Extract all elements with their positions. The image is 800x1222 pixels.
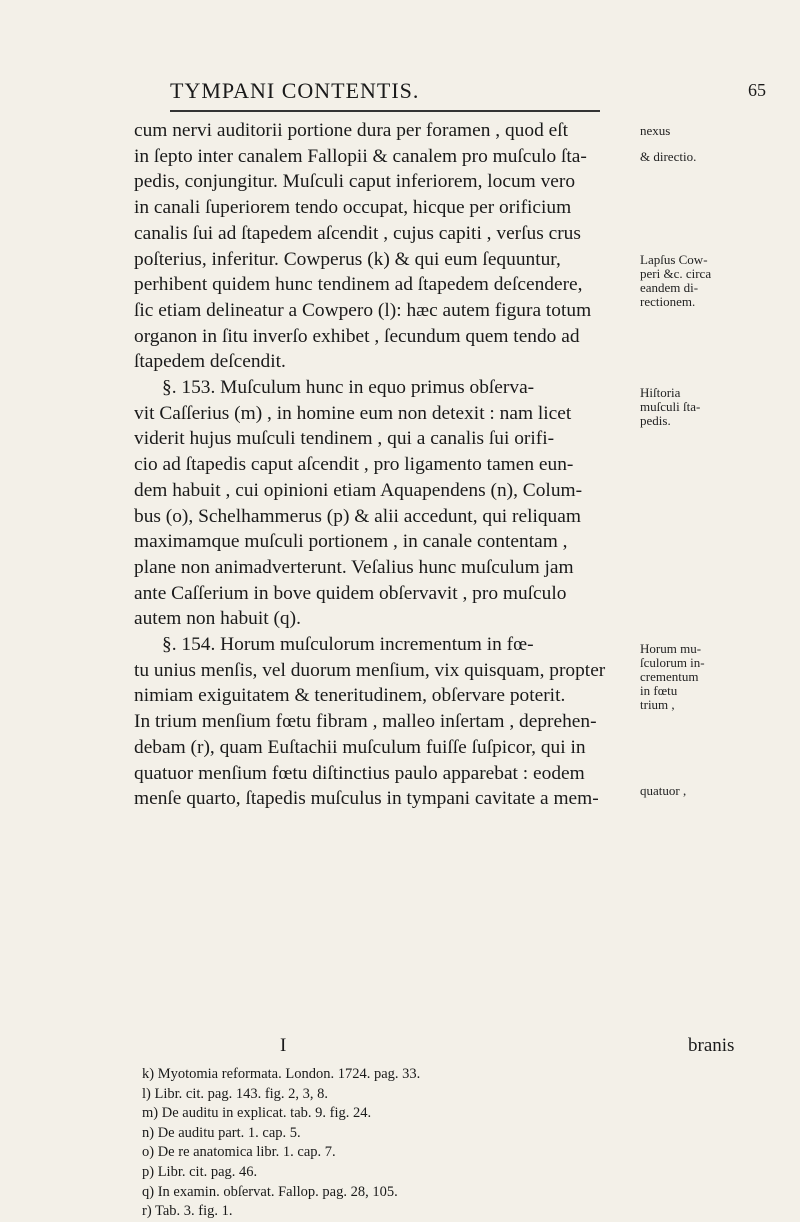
text-line: nimiam exiguitatem & teneritudinem, obſervare poterit. — [134, 685, 566, 707]
margin-note — [640, 124, 790, 138]
text-line: in canali ſuperiorem tendo occupat, hicque per orificium — [134, 197, 572, 219]
footnote: l) Libr. cit. pag. 143. fig. 2, 3, 8. — [142, 1085, 329, 1102]
footnote: p) Libr. cit. pag. 46. — [142, 1163, 258, 1180]
footnotes — [142, 1065, 642, 1222]
margin-note-line: in fœtu — [640, 683, 678, 698]
margin-note — [640, 253, 790, 309]
footnote: k) Myotomia reformata. London. 1724. pag. 33. — [142, 1066, 421, 1082]
margin-note-line: ſculorum in- — [640, 655, 705, 670]
text-line: bus (o), Schelhammerus (p) & alii accedunt, qui reliquam — [134, 505, 581, 527]
margin-note — [640, 386, 790, 428]
margin-note-line: rectionem. — [640, 294, 696, 309]
header-rule — [170, 110, 600, 112]
margin-note-line: crementum — [640, 669, 699, 684]
catchline — [0, 1035, 800, 1059]
footnote: r) Tab. 3. fig. 1. — [142, 1203, 233, 1220]
text-line: ſic etiam delineatur a Cowpero (l): hæc autem figura totum — [134, 299, 592, 321]
text-line: debam (r), quam Euſtachii muſculum fuiſſe ſuſpicor, qui in — [134, 736, 586, 758]
text-line: autem non habuit (q). — [134, 608, 301, 630]
text-line: canalis ſui ad ſtapedem aſcendit , cujus capiti , verſus crus — [134, 222, 581, 244]
text-line: ante Caſſerium in bove quidem obſervavit , pro muſculo — [134, 582, 567, 604]
page-header — [0, 78, 800, 108]
margin-note-line: nexus — [640, 123, 671, 138]
margin-note-line: Lapſus Cow- — [640, 252, 708, 267]
text-line: cum nervi auditorii portione dura per foramen , quod eſt — [134, 120, 568, 141]
margin-note-line: eandem di- — [640, 280, 699, 295]
footnote: o) De re anatomica libr. 1. cap. 7. — [142, 1144, 336, 1161]
margin-note-line: & directio. — [640, 149, 697, 164]
margin-note — [640, 642, 790, 712]
margin-note-line: quatuor , — [640, 783, 687, 798]
text-line: §. 153. Muſculum hunc in equo primus obſerva- — [162, 377, 535, 399]
text-line: ſtapedem deſcendit. — [134, 351, 286, 373]
text-line: quatuor menſium fœtu diſtinctius paulo apparebat : eodem — [134, 762, 585, 784]
text-line: organon in ſitu inverſo exhibet , ſecundum quem tendo ad — [134, 325, 580, 347]
footnote: q) In examin. obſervat. Fallop. pag. 28, 105. — [142, 1183, 398, 1200]
text-line: tu unius menſis, vel duorum menſium, vix quisquam, propter — [134, 659, 606, 681]
text-line: dem habuit , cui opinioni etiam Aquapendens (n), Colum- — [134, 479, 583, 501]
catchword: branis — [688, 1035, 735, 1056]
footnote: n) De auditu part. 1. cap. 5. — [142, 1124, 301, 1141]
text-line: maximamque muſculi portionem , in canale contentam , — [134, 531, 568, 553]
text-line: poſterius, inferitur. Cowperus (k) & qui eum ſequuntur, — [134, 248, 561, 270]
text-line: cio ad ſtapedis caput aſcendit , pro ligamento tamen eun- — [134, 454, 574, 476]
text-line: pedis, conjungitur. Muſculi caput inferiorem, locum vero — [134, 171, 576, 193]
text-line: menſe quarto, ſtapedis muſculus in tympani cavitate a mem- — [134, 788, 599, 810]
footnote: m) De auditu in explicat. tab. 9. fig. 24. — [142, 1105, 372, 1122]
text-line: §. 154. Horum muſculorum incrementum in fœ- — [162, 634, 534, 656]
margin-note-line: Horum mu- — [640, 641, 702, 656]
margin-note-line: muſculi ſta- — [640, 399, 701, 414]
margin-note — [640, 150, 790, 164]
margin-note — [640, 784, 790, 798]
text-line: perhibent quidem hunc tendinem ad ſtapedem deſcendere, — [134, 274, 583, 296]
main-text — [134, 118, 634, 812]
text-line: viderit hujus muſculi tendinem , qui a canalis ſui orifi- — [134, 428, 555, 450]
margin-note-line: Hiſtoria — [640, 385, 681, 400]
text-line: in ſepto inter canalem Fallopii & canalem pro muſculo ſta- — [134, 145, 587, 167]
page-number: 65 — [748, 80, 766, 100]
text-line: vit Caſſerius (m) , in homine eum non detexit : nam licet — [134, 402, 572, 424]
signature-mark: I — [280, 1035, 287, 1056]
margin-note-line: trium , — [640, 697, 675, 712]
margin-note-line: pedis. — [640, 413, 671, 428]
running-title: TYMPANI CONTENTIS. — [170, 78, 420, 103]
margin-note-line: peri &c. circa — [640, 266, 712, 281]
text-line: plane non animadverterunt. Veſalius hunc muſculum jam — [134, 556, 574, 578]
text-line: In trium menſium fœtu fibram , malleo inſertam , deprehen- — [134, 711, 597, 733]
